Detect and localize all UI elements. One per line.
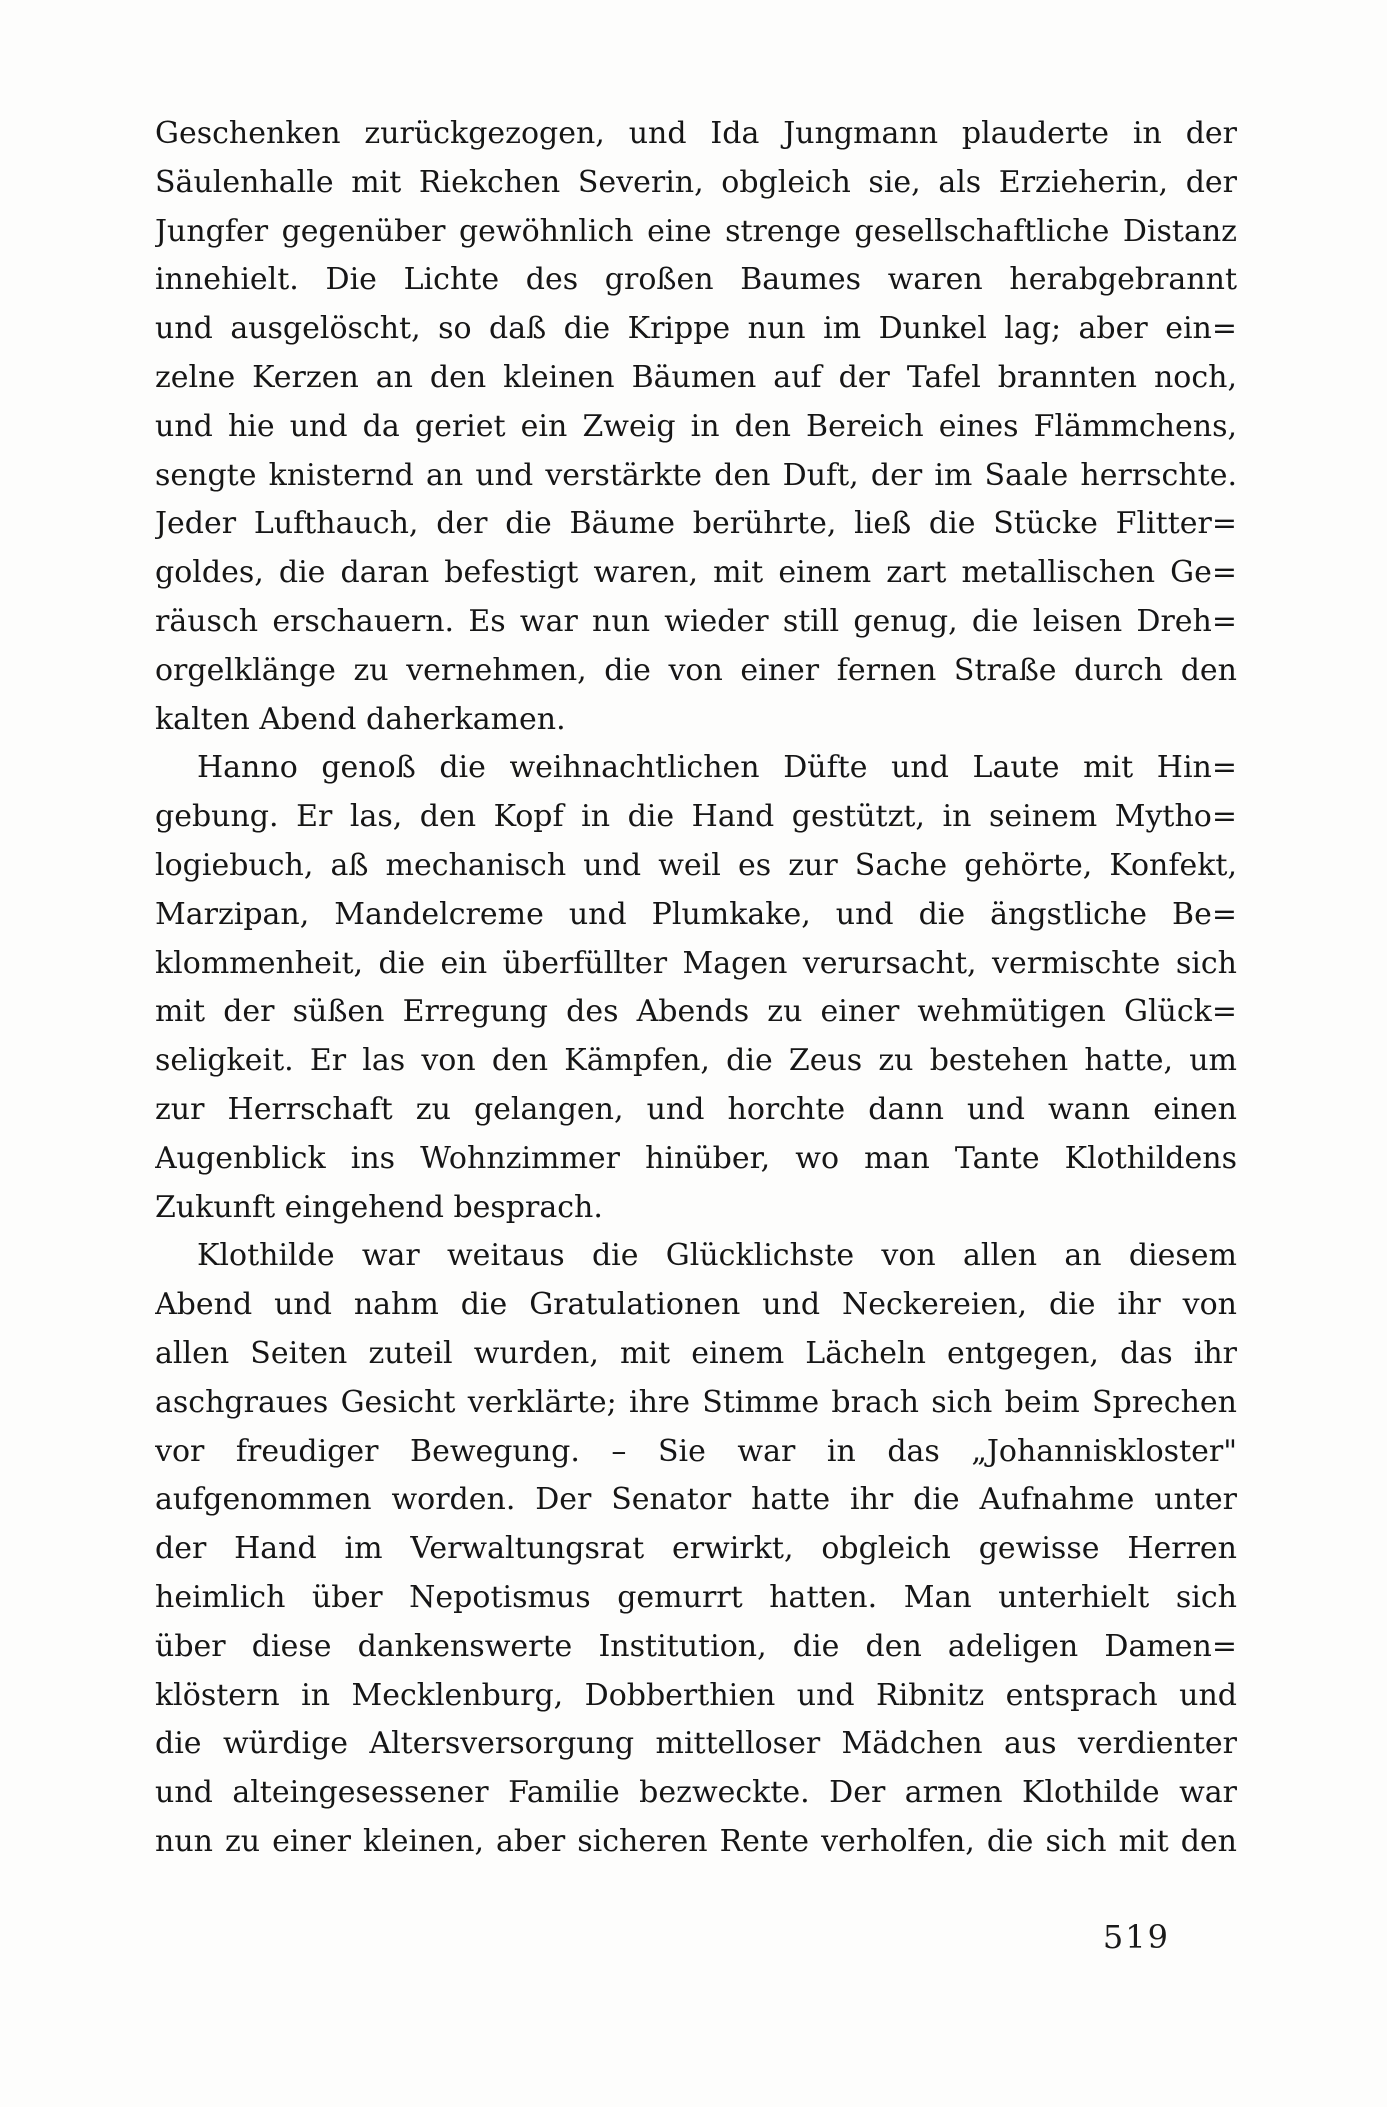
text-line: Jeder Lufthauch, der die Bäume berührte, ließ die Stücke Flitter=: [155, 506, 1237, 542]
text-line: Säulenhalle mit Riekchen Severin, obgleich sie, als Erzieherin, der: [155, 164, 1237, 200]
text-line: die würdige Altersversorgung mittelloser Mädchen aus verdienter: [155, 1726, 1237, 1762]
paragraph-end-line: Zukunft eingehend besprach.: [155, 1189, 603, 1225]
text-line: Augenblick ins Wohnzimmer hinüber, wo man Tante Klothildens: [155, 1140, 1237, 1176]
paragraph-end-line: kalten Abend daherkamen.: [155, 701, 566, 737]
text-line: seligkeit. Er las von den Kämpfen, die Zeus zu bestehen hatte, um: [155, 1043, 1237, 1079]
text-line: aschgraues Gesicht verklärte; ihre Stimme brach sich beim Sprechen: [155, 1384, 1237, 1420]
text-line: der Hand im Verwaltungsrat erwirkt, obgleich gewisse Herren: [155, 1531, 1237, 1567]
text-line: sengte knisternd an und verstärkte den Duft, der im Saale herrschte.: [155, 457, 1237, 493]
text-line: allen Seiten zuteil wurden, mit einem Lächeln entgegen, das ihr: [155, 1335, 1237, 1371]
text-line: Abend und nahm die Gratulationen und Neckereien, die ihr von: [155, 1287, 1237, 1323]
text-line: heimlich über Nepotismus gemurrt hatten. Man unterhielt sich: [155, 1579, 1237, 1615]
text-line: zelne Kerzen an den kleinen Bäumen auf der Tafel brannten noch,: [155, 359, 1237, 395]
text-line: und ausgelöscht, so daß die Krippe nun im Dunkel lag; aber ein=: [155, 311, 1237, 347]
paragraph-start-line: Klothilde war weitaus die Glücklichste von allen an diesem: [197, 1238, 1237, 1274]
text-line: goldes, die daran befestigt waren, mit einem zart metallischen Ge=: [155, 555, 1237, 591]
text-line: mit der süßen Erregung des Abends zu einer wehmütigen Glück=: [155, 994, 1237, 1030]
text-line: vor freudiger Bewegung. – Sie war in das „Johanniskloster": [155, 1433, 1237, 1469]
text-line: orgelklänge zu vernehmen, die von einer fernen Straße durch den: [155, 652, 1237, 688]
text-line: klommenheit, die ein überfüllter Magen verursacht, vermischte sich: [155, 945, 1237, 981]
text-line: und hie und da geriet ein Zweig in den Bereich eines Flämmchens,: [155, 408, 1237, 444]
text-line: Marzipan, Mandelcreme und Plumkake, und die ängstliche Be=: [155, 896, 1237, 932]
text-line: innehielt. Die Lichte des großen Baumes waren herabgebrannt: [155, 262, 1237, 298]
text-line: Jungfer gegenüber gewöhnlich eine strenge gesellschaftliche Distanz: [155, 213, 1237, 249]
page-number: 519: [1102, 1918, 1170, 1956]
text-line: räusch erschauern. Es war nun wieder still genug, die leisen Dreh=: [155, 603, 1237, 639]
text-line: nun zu einer kleinen, aber sicheren Rente verholfen, die sich mit den: [155, 1823, 1237, 1859]
text-line: klöstern in Mecklenburg, Dobberthien und Ribnitz entsprach und: [155, 1677, 1237, 1713]
text-line: aufgenommen worden. Der Senator hatte ihr die Aufnahme unter: [155, 1482, 1237, 1518]
text-line: gebung. Er las, den Kopf in die Hand gestützt, in seinem Mytho=: [155, 799, 1237, 835]
paragraph-start-line: Hanno genoß die weihnachtlichen Düfte und Laute mit Hin=: [197, 750, 1237, 786]
text-line: und alteingesessener Familie bezweckte. Der armen Klothilde war: [155, 1775, 1237, 1811]
body-text: [155, 110, 1237, 1867]
text-line: logiebuch, aß mechanisch und weil es zur Sache gehörte, Konfekt,: [155, 847, 1237, 883]
text-line: zur Herrschaft zu gelangen, und horchte dann und wann einen: [155, 1091, 1237, 1127]
text-line: Geschenken zurückgezogen, und Ida Jungmann plauderte in der: [155, 116, 1237, 151]
text-line: über diese dankenswerte Institution, die den adeligen Damen=: [155, 1628, 1237, 1664]
